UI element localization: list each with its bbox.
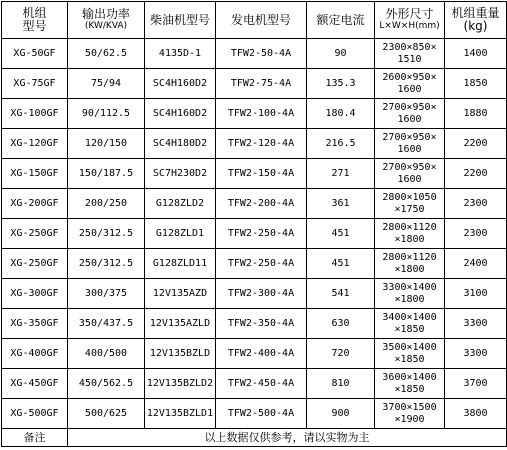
cell-weight: 3100: [445, 279, 507, 309]
cell-dimensions: 3500×1400 ×1850: [375, 339, 445, 369]
cell-alternator: TFW2-120-4A: [216, 129, 307, 159]
cell-dimensions: 2300×850× 1510: [375, 39, 445, 69]
cell-current: 451: [307, 219, 375, 249]
cell-current: 361: [307, 189, 375, 219]
cell-model: XG-120GF: [2, 129, 68, 159]
cell-current: 630: [307, 309, 375, 339]
cell-dimensions: 3400×1400 ×1850: [375, 309, 445, 339]
remark-note: 以上数据仅供参考，请以实物为主: [68, 429, 507, 447]
cell-alternator: TFW2-450-4A: [216, 369, 307, 399]
cell-engine: 12V135AZLD: [145, 309, 216, 339]
cell-weight: 1400: [445, 39, 507, 69]
table-footer-row: [2, 429, 507, 447]
cell-weight: 2300: [445, 189, 507, 219]
header-power: 输出功率 (KW/KVA): [68, 2, 145, 39]
table-body: [2, 39, 507, 429]
cell-dimensions: 2600×950× 1600: [375, 69, 445, 99]
table-row: [2, 129, 507, 159]
cell-dimensions: 2800×1120 ×1800: [375, 219, 445, 249]
cell-model: XG-150GF: [2, 159, 68, 189]
cell-current: 810: [307, 369, 375, 399]
cell-power: 450/562.5: [68, 369, 145, 399]
table-row: [2, 369, 507, 399]
cell-current: 135.3: [307, 69, 375, 99]
cell-power: 250/312.5: [68, 219, 145, 249]
cell-dimensions: 2700×950× 1600: [375, 99, 445, 129]
header-engine: 柴油机型号: [145, 2, 216, 39]
cell-engine: G128ZLD11: [145, 249, 216, 279]
cell-current: 900: [307, 399, 375, 429]
cell-engine: SC4H160D2: [145, 69, 216, 99]
cell-weight: 3300: [445, 309, 507, 339]
cell-weight: 2400: [445, 249, 507, 279]
cell-model: XG-100GF: [2, 99, 68, 129]
cell-model: XG-50GF: [2, 39, 68, 69]
cell-power: 75/94: [68, 69, 145, 99]
cell-engine: SC7H230D2: [145, 159, 216, 189]
generator-spec-table: [1, 1, 507, 447]
table-row: [2, 99, 507, 129]
table-row: [2, 279, 507, 309]
table-row: [2, 219, 507, 249]
cell-dimensions: 2700×950× 1600: [375, 129, 445, 159]
cell-current: 271: [307, 159, 375, 189]
cell-power: 150/187.5: [68, 159, 145, 189]
cell-power: 500/625: [68, 399, 145, 429]
cell-weight: 3800: [445, 399, 507, 429]
cell-current: 90: [307, 39, 375, 69]
cell-alternator: TFW2-250-4A: [216, 249, 307, 279]
cell-power: 50/62.5: [68, 39, 145, 69]
cell-engine: 4135D-1: [145, 39, 216, 69]
cell-weight: 2200: [445, 129, 507, 159]
cell-current: 720: [307, 339, 375, 369]
cell-model: XG-400GF: [2, 339, 68, 369]
cell-model: XG-450GF: [2, 369, 68, 399]
cell-engine: 12V135BZLD2: [145, 369, 216, 399]
cell-model: XG-500GF: [2, 399, 68, 429]
cell-dimensions: 2800×1120 ×1800: [375, 249, 445, 279]
cell-model: XG-350GF: [2, 309, 68, 339]
cell-engine: 12V135AZD: [145, 279, 216, 309]
cell-weight: 1850: [445, 69, 507, 99]
cell-alternator: TFW2-500-4A: [216, 399, 307, 429]
cell-alternator: TFW2-50-4A: [216, 39, 307, 69]
cell-dimensions: 2700×950× 1600: [375, 159, 445, 189]
cell-engine: SC4H180D2: [145, 129, 216, 159]
cell-alternator: TFW2-350-4A: [216, 309, 307, 339]
cell-current: 216.5: [307, 129, 375, 159]
cell-power: 250/312.5: [68, 249, 145, 279]
cell-alternator: TFW2-150-4A: [216, 159, 307, 189]
table-row: [2, 189, 507, 219]
header-alternator: 发电机型号: [216, 2, 307, 39]
table-row: [2, 309, 507, 339]
cell-weight: 1880: [445, 99, 507, 129]
cell-dimensions: 2800×1050 ×1750: [375, 189, 445, 219]
cell-current: 451: [307, 249, 375, 279]
table-row: [2, 39, 507, 69]
table-row: [2, 399, 507, 429]
cell-engine: G128ZLD1: [145, 219, 216, 249]
cell-power: 200/250: [68, 189, 145, 219]
cell-alternator: TFW2-200-4A: [216, 189, 307, 219]
cell-current: 541: [307, 279, 375, 309]
cell-model: XG-75GF: [2, 69, 68, 99]
header-weight: 机组重量 (kg): [445, 2, 507, 39]
cell-weight: 2200: [445, 159, 507, 189]
cell-dimensions: 3700×1500 ×1900: [375, 399, 445, 429]
cell-alternator: TFW2-300-4A: [216, 279, 307, 309]
cell-engine: SC4H160D2: [145, 99, 216, 129]
cell-engine: 12V135BZLD1: [145, 399, 216, 429]
remark-label: 备注: [2, 429, 68, 447]
cell-power: 120/150: [68, 129, 145, 159]
cell-weight: 3300: [445, 339, 507, 369]
cell-engine: G128ZLD2: [145, 189, 216, 219]
table-header-row: [2, 2, 507, 39]
cell-model: XG-200GF: [2, 189, 68, 219]
cell-alternator: TFW2-100-4A: [216, 99, 307, 129]
cell-power: 300/375: [68, 279, 145, 309]
cell-alternator: TFW2-400-4A: [216, 339, 307, 369]
cell-power: 350/437.5: [68, 309, 145, 339]
cell-weight: 2300: [445, 219, 507, 249]
cell-model: XG-250GF: [2, 249, 68, 279]
table-row: [2, 249, 507, 279]
table-row: [2, 339, 507, 369]
cell-model: XG-300GF: [2, 279, 68, 309]
cell-current: 180.4: [307, 99, 375, 129]
table-row: [2, 69, 507, 99]
cell-power: 400/500: [68, 339, 145, 369]
cell-weight: 3700: [445, 369, 507, 399]
cell-engine: 12V135BZLD: [145, 339, 216, 369]
cell-alternator: TFW2-75-4A: [216, 69, 307, 99]
header-current: 额定电流: [307, 2, 375, 39]
cell-model: XG-250GF: [2, 219, 68, 249]
cell-dimensions: 3600×1400 ×1850: [375, 369, 445, 399]
cell-dimensions: 3300×1400 ×1800: [375, 279, 445, 309]
table-row: [2, 159, 507, 189]
cell-alternator: TFW2-250-4A: [216, 219, 307, 249]
header-dimensions: 外形尺寸 L×W×H(mm): [375, 2, 445, 39]
header-model: 机组 型号: [2, 2, 68, 39]
cell-power: 90/112.5: [68, 99, 145, 129]
